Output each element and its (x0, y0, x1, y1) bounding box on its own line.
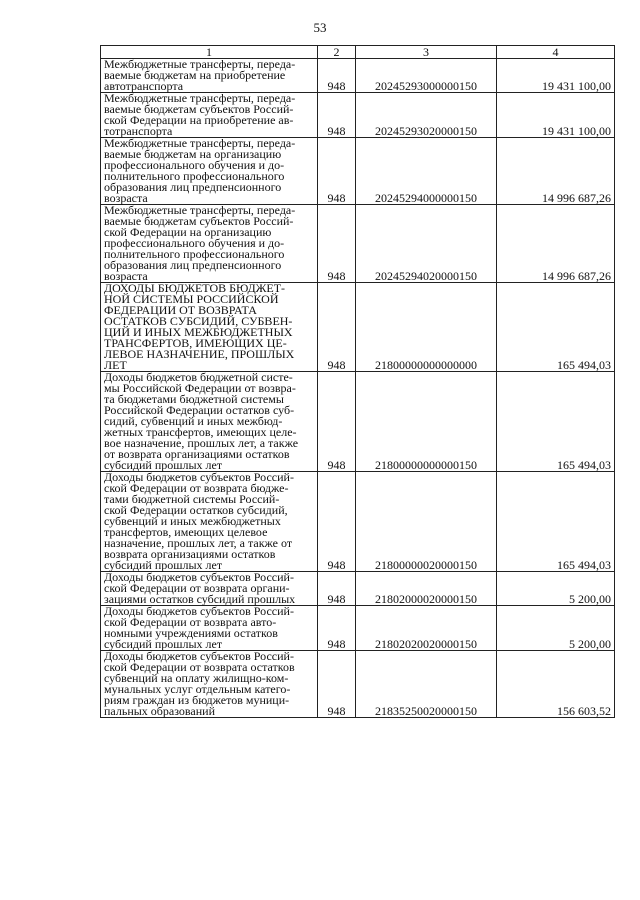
classification-code-cell: 21800000020000150 (356, 472, 497, 572)
revenue-name-cell: Межбюджетные трансферты, переда- ваемые бюджетам субъектов Россий- ской Федерации на организацию профессионального обучения и до- полнительного профессионального образования лиц предпенсионного возраста (101, 205, 318, 283)
revenue-name-cell: Доходы бюджетов бюджетной систе- мы Российской Федерации от возвра- та бюджетами бюджетной системы Российской Федерации остатков суб- сидий, субвенций и иных межбюд- жетных трансфертов, имеющих целе- вое назначение, прошлых лет, а также от возврата организациями остатков субсидий прошлых лет (101, 372, 318, 472)
revenue-name-cell: Межбюджетные трансферты, переда- ваемые бюджетам на приобретение автотранспорта (101, 59, 318, 93)
amount-cell: 156 603,52 (497, 651, 615, 718)
amount-cell: 14 996 687,26 (497, 205, 615, 283)
page-number: 53 (313, 20, 327, 35)
admin-code-cell: 948 (318, 372, 356, 472)
table-row (101, 472, 615, 572)
classification-code-cell: 21835250020000150 (356, 651, 497, 718)
amount-cell: 5 200,00 (497, 606, 615, 651)
amount-cell: 19 431 100,00 (497, 93, 615, 138)
admin-code-cell: 948 (318, 138, 356, 205)
revenue-name-cell: Доходы бюджетов субъектов Россий- ской Федерации от возврата бюдже- тами бюджетной системы Россий- ской Федерации остатков субсидий, субвенций и иных межбюджетных трансфертов, имеющих целевое назначение, прошлых лет, а также от возврата организациями остатков субсидий прошлых лет (101, 472, 318, 572)
column-header-4: 4 (497, 46, 615, 59)
admin-code-cell: 948 (318, 651, 356, 718)
classification-code-cell: 21800000000000000 (356, 283, 497, 372)
classification-code-cell: 21800000000000150 (356, 372, 497, 472)
admin-code-cell: 948 (318, 572, 356, 606)
column-header-2: 2 (318, 46, 356, 59)
budget-revenue-table (100, 45, 615, 718)
amount-cell: 5 200,00 (497, 572, 615, 606)
table-row (101, 93, 615, 138)
amount-cell: 165 494,03 (497, 283, 615, 372)
classification-code-cell: 20245293000000150 (356, 59, 497, 93)
classification-code-cell: 20245294020000150 (356, 205, 497, 283)
table-row (101, 651, 615, 718)
admin-code-cell: 948 (318, 59, 356, 93)
admin-code-cell: 948 (318, 283, 356, 372)
revenue-name-cell: ДОХОДЫ БЮДЖЕТОВ БЮДЖЕТ- НОЙ СИСТЕМЫ РОССИЙСКОЙ ФЕДЕРАЦИИ ОТ ВОЗВРАТА ОСТАТКОВ СУБСИДИЙ, СУБВЕН- ЦИЙ И ИНЫХ МЕЖБЮДЖЕТНЫХ ТРАНСФЕРТОВ, ИМЕЮЩИХ ЦЕ- ЛЕВОЕ НАЗНАЧЕНИЕ, ПРОШЛЫХ ЛЕТ (101, 283, 318, 372)
classification-code-cell: 21802020020000150 (356, 606, 497, 651)
amount-cell: 14 996 687,26 (497, 138, 615, 205)
admin-code-cell: 948 (318, 205, 356, 283)
column-header-3: 3 (356, 46, 497, 59)
admin-code-cell: 948 (318, 606, 356, 651)
revenue-name-cell: Межбюджетные трансферты, переда- ваемые бюджетам на организацию профессионального обучения и до- полнительного профессионального образования лиц предпенсионного возраста (101, 138, 318, 205)
table-row (101, 138, 615, 205)
table-row (101, 572, 615, 606)
column-header-1: 1 (101, 46, 318, 59)
table-row (101, 59, 615, 93)
revenue-name-cell: Доходы бюджетов субъектов Россий- ской Федерации от возврата авто- номными учреждениями остатков субсидий прошлых лет (101, 606, 318, 651)
revenue-name-cell: Доходы бюджетов субъектов Россий- ской Федерации от возврата остатков субвенций на оплату жилищно-ком- мунальных услуг отдельным катего- риям граждан из бюджетов муници- пальных образований (101, 651, 318, 718)
revenue-name-cell: Межбюджетные трансферты, переда- ваемые бюджетам субъектов Россий- ской Федерации на приобретение ав- тотранспорта (101, 93, 318, 138)
table-row (101, 372, 615, 472)
classification-code-cell: 20245293020000150 (356, 93, 497, 138)
amount-cell: 165 494,03 (497, 472, 615, 572)
table-row (101, 606, 615, 651)
revenue-name-cell: Доходы бюджетов субъектов Россий- ской Федерации от возврата органи- зациями остатков субсидий прошлых (101, 572, 318, 606)
table-row (101, 283, 615, 372)
table-row (101, 205, 615, 283)
admin-code-cell: 948 (318, 472, 356, 572)
amount-cell: 19 431 100,00 (497, 59, 615, 93)
classification-code-cell: 20245294000000150 (356, 138, 497, 205)
amount-cell: 165 494,03 (497, 372, 615, 472)
admin-code-cell: 948 (318, 93, 356, 138)
classification-code-cell: 21802000020000150 (356, 572, 497, 606)
